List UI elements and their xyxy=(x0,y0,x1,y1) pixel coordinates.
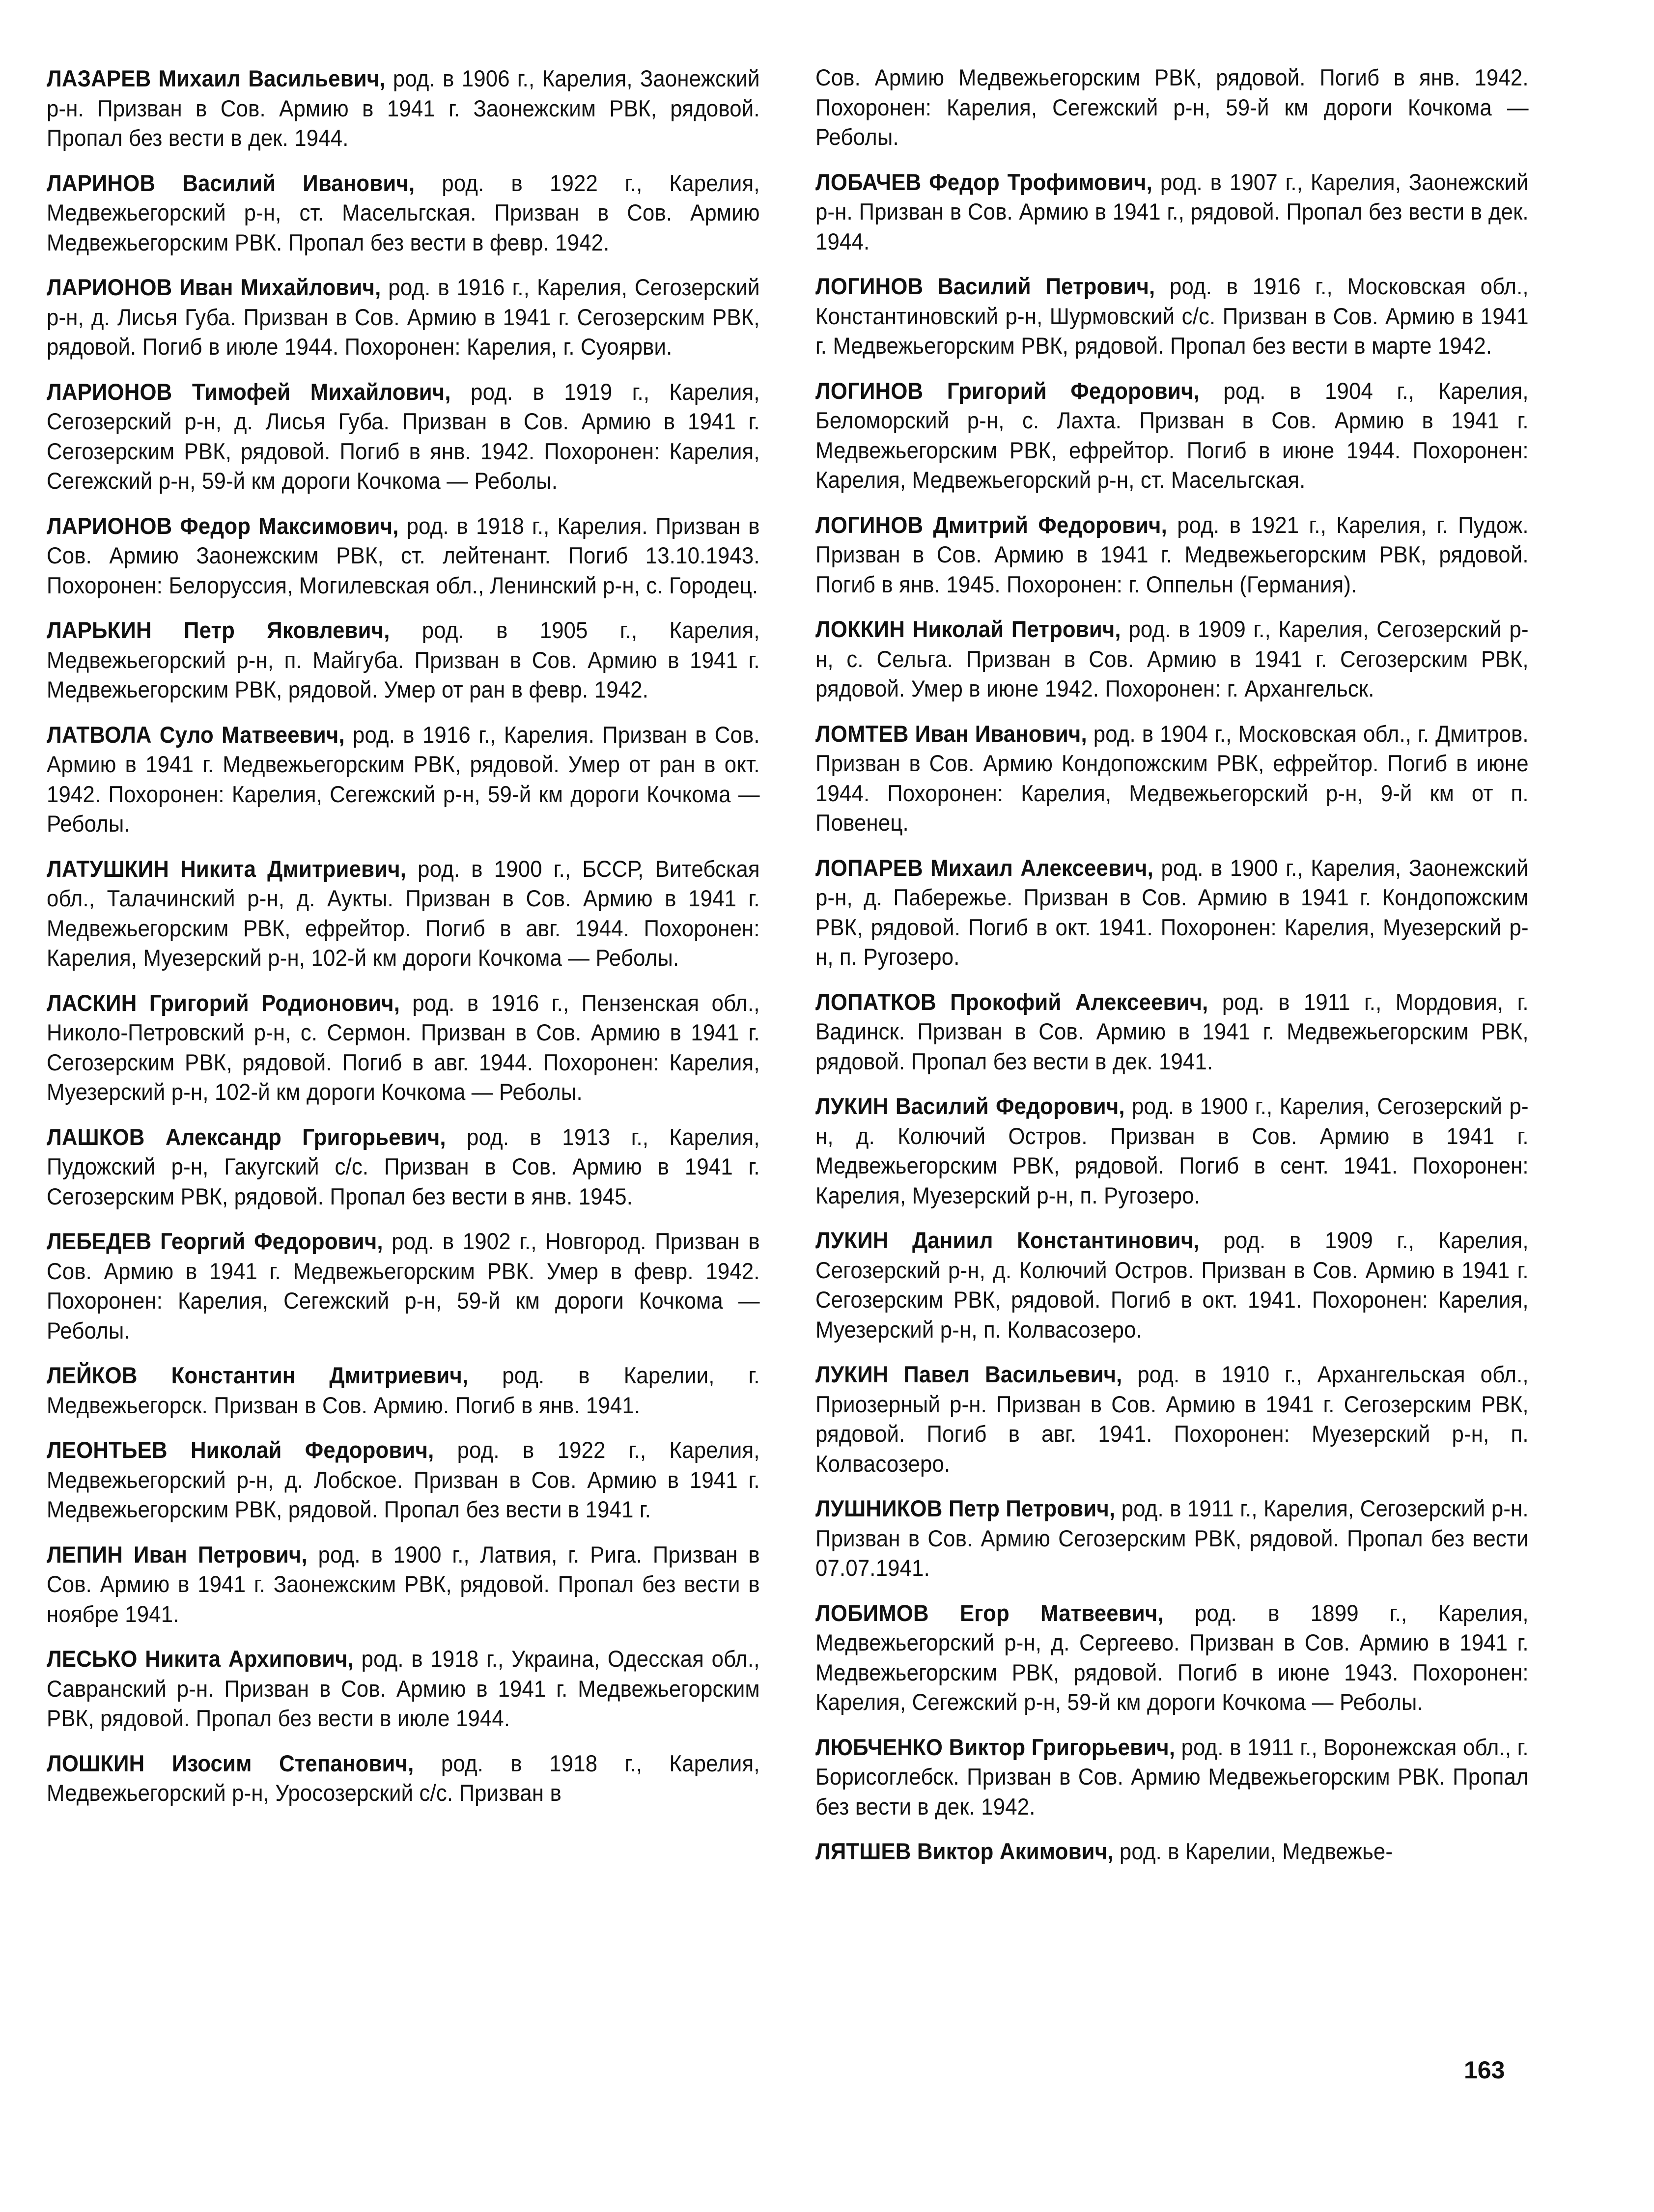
entry-given-name: Василий Федорович, xyxy=(895,1093,1125,1119)
entry-given-name: Никита Архипович, xyxy=(145,1646,354,1672)
memorial-entry xyxy=(47,273,760,362)
entry-given-name: Иван Михайлович, xyxy=(179,274,381,300)
memorial-entry xyxy=(815,615,1529,704)
entry-surname: ЛОГИНОВ xyxy=(815,511,924,538)
memorial-entry xyxy=(815,1092,1529,1210)
entry-given-name: Григорий Родионович, xyxy=(149,989,400,1016)
entry-surname: ЛЕСЬКО xyxy=(47,1646,138,1672)
entry-surname: ЛОБАЧЕВ xyxy=(815,168,922,195)
entry-surname: ЛУКИН xyxy=(815,1093,889,1119)
entry-surname: ЛЮБЧЕНКО xyxy=(815,1734,943,1760)
entry-surname: ЛОГИНОВ xyxy=(815,273,924,299)
memorial-entry xyxy=(815,987,1529,1077)
entry-given-name: Петр Яковлевич, xyxy=(184,617,390,643)
entry-given-name: Николай Федорович, xyxy=(190,1437,434,1463)
memorial-entry xyxy=(47,720,760,839)
entry-text: Сов. Армию Медвежьегорским РВК, рядовой. Погиб в янв. 1942. Похоронен: Карелия, Сегежский р-н, 59-й км дороги Кочкома — Реболы. xyxy=(815,64,1529,150)
memorial-entry xyxy=(815,510,1529,600)
entry-text: род. в 1909 г., Карелия, Сегозерский р-н, д. Колючий Остров. Призван в Сов. Армию в 1941 г. Сегозерским РВК, рядовой. Погиб в окт. 1941. Похоронен: Карелия, Муезерский р-н, п. Колвасозеро. xyxy=(815,1227,1529,1343)
memorial-entry xyxy=(815,1226,1529,1344)
memorial-entry xyxy=(47,1644,760,1734)
entry-text: род. в 1904 г., Московская обл., г. Дмитров. Призван в Сов. Армию Кондопожским РВК, ефрейтор. Погиб в июне 1944. Похоронен: Карелия, Медвежьегорский р-н, 9-й км от п. Повенец. xyxy=(815,720,1529,836)
memorial-entry xyxy=(47,988,760,1107)
entry-given-name: Виктор Григорьевич, xyxy=(949,1734,1176,1760)
memorial-entry xyxy=(815,1733,1529,1822)
entry-text: род. в 1922 г., Карелия, Медвежьегорский р-н, ст. Масельгская. Призван в Сов. Армию Медвежьегорским РВК. Пропал без вести в февр. 1942. xyxy=(47,169,760,255)
entry-given-name: Григорий Федорович, xyxy=(947,377,1200,404)
entry-surname: ЛОШКИН xyxy=(47,1750,145,1776)
entry-given-name: Александр Григорьевич, xyxy=(165,1123,446,1150)
entry-surname: ЛЕОНТЬЕВ xyxy=(47,1437,168,1463)
entry-surname: ЛАРЬКИН xyxy=(47,617,152,643)
entry-given-name: Федор Трофимович, xyxy=(929,168,1153,195)
entry-surname: ЛАРИОНОВ xyxy=(47,512,172,539)
entry-text: род. в 1900 г., БССР, Витебская обл., Талачинский р-н, д. Аукты. Призван в Сов. Армию в 1941 г. Медвежьегорским РВК, ефрейтор. Погиб в авг. 1944. Похоронен: Карелия, Муезерский р-н, 102-й км дороги Кочкома — Реболы. xyxy=(47,855,760,971)
entry-text: род. в 1916 г., Пензенская обл., Николо-Петровский р-н, с. Сермон. Призван в Сов. Армию в 1941 г. Сегозерским РВК, рядовой. Погиб в авг. 1944. Похоронен: Карелия, Муезерский р-н, 102-й км дороги Кочкома — Реболы. xyxy=(47,989,760,1105)
entry-given-name: Иван Иванович, xyxy=(915,720,1087,747)
memorial-entry xyxy=(47,1749,760,1808)
memorial-entry xyxy=(47,1361,760,1420)
memorial-entry xyxy=(815,719,1529,838)
entry-surname: ЛЕПИН xyxy=(47,1541,123,1568)
entry-text: род. в 1900 г., Латвия, г. Рига. Призван в Сов. Армию в 1941 г. Заонежским РВК, рядовой. Пропал без вести в ноябре 1941. xyxy=(47,1541,760,1627)
entry-surname: ЛАРИОНОВ xyxy=(47,274,172,300)
memorial-entry xyxy=(47,1540,760,1629)
entry-surname: ЛЕЙКОВ xyxy=(47,1362,138,1388)
memorial-entry xyxy=(815,1837,1529,1867)
entry-given-name: Николай Петрович, xyxy=(912,616,1121,642)
entry-text: род. в 1905 г., Карелия, Медвежьегорский р-н, п. Майгуба. Призван в Сов. Армию в 1941 г. Медвежьегорским РВК, рядовой. Умер от ран в февр. 1942. xyxy=(47,617,760,702)
entry-text: род. в 1919 г., Карелия, Сегозерский р-н, д. Лисья Губа. Призван в Сов. Армию в 1941 г. Сегозерским РВК, рядовой. Погиб в янв. 1942. Похоронен: Карелия, Сегежский р-н, 59-й км дороги Кочкома — Реболы. xyxy=(47,378,760,494)
memorial-entry xyxy=(47,1227,760,1345)
memorial-entry xyxy=(47,1435,760,1525)
entry-given-name: Никита Дмитриевич, xyxy=(180,855,407,882)
memorial-entry xyxy=(815,168,1529,257)
memorial-entry xyxy=(815,853,1529,972)
entry-given-name: Тимофей Михайлович, xyxy=(192,378,451,405)
entry-surname: ЛАСКИН xyxy=(47,989,137,1016)
entry-surname: ЛУКИН xyxy=(815,1227,889,1253)
memorial-entry xyxy=(815,1360,1529,1479)
entry-surname: ЛОГИНОВ xyxy=(815,377,924,404)
entry-given-name: Федор Максимович, xyxy=(180,512,399,539)
entry-given-name: Михаил Васильевич, xyxy=(158,65,386,91)
entry-text: род. в 1911 г., Карелия, Сегозерский р-н. Призван в Сов. Армию Сегозерским РВК, рядовой. Пропал без вести 07.07.1941. xyxy=(815,1495,1529,1581)
entry-text: род. в 1918 г., Карелия, Медвежьегорский р-н, Уросозерский с/с. Призван в xyxy=(47,1750,760,1806)
entry-given-name: Виктор Акимович, xyxy=(917,1838,1114,1864)
entry-text: род. в Карелии, Медвежье- xyxy=(1113,1838,1393,1864)
entry-text: род. в 1906 г., Карелия, Заонежский р-н. Призван в Сов. Армию в 1941 г. Заонежским РВК, рядовой. Пропал без вести в дек. 1944. xyxy=(47,65,760,151)
memorial-entry xyxy=(815,272,1529,361)
entry-text: род. в 1909 г., Карелия, Сегозерский р-н, с. Сельга. Призван в Сов. Армию в 1941 г. Сегозерским РВК, рядовой. Умер в июне 1942. Похоронен: г. Архангельск. xyxy=(815,616,1529,701)
entry-text: род. в Карелии, г. Медвежьегорск. Призван в Сов. Армию. Погиб в янв. 1941. xyxy=(47,1362,760,1418)
memorial-entry xyxy=(815,63,1529,152)
entry-text: род. в 1900 г., Карелия, Сегозерский р-н, д. Колючий Остров. Призван в Сов. Армию в 1941 г. Медвежьегорским РВК, рядовой. Погиб в сент. 1941. Похоронен: Карелия, Муезерский р-н, п. Ругозеро. xyxy=(815,1093,1529,1208)
memorial-entry xyxy=(47,511,760,601)
entry-given-name: Прокофий Алексеевич, xyxy=(950,988,1208,1015)
entry-surname: ЛУКИН xyxy=(815,1361,889,1387)
entry-given-name: Михаил Алексеевич, xyxy=(930,854,1154,881)
entry-text: род. в 1907 г., Карелия, Заонежский р-н. Призван в Сов. Армию в 1941 г., рядовой. Пропал без вести в дек. 1944. xyxy=(815,168,1529,254)
entry-given-name: Изосим Степанович, xyxy=(171,1750,414,1776)
entry-surname: ЛОМТЕВ xyxy=(815,720,909,747)
memorial-entry xyxy=(815,376,1529,495)
entry-surname: ЛОПАРЕВ xyxy=(815,854,923,881)
memorial-entry xyxy=(47,168,760,258)
entry-given-name: Петр Петрович, xyxy=(948,1495,1116,1521)
entry-text: род. в 1904 г., Карелия, Беломорский р-н, с. Лахта. Призван в Сов. Армию в 1941 г. Медвежьегорским РВК, ефрейтор. Погиб в июне 1944. Похоронен: Карелия, Медвежьегорский р-н, ст. Масельгская. xyxy=(815,377,1529,493)
entry-text: род. в 1916 г., Карелия. Призван в Сов. Армию в 1941 г. Медвежьегорским РВК, рядовой. Умер от ран в окт. 1942. Похоронен: Карелия, Сегежский р-н, 59-й км дороги Кочкома — Реболы. xyxy=(47,721,760,837)
entry-given-name: Даниил Константинович, xyxy=(912,1227,1200,1253)
memorial-entry xyxy=(47,1122,760,1212)
entry-surname: ЛАРИНОВ xyxy=(47,169,156,196)
entry-given-name: Суло Матвеевич, xyxy=(159,721,345,748)
entry-text: род. в 1918 г., Украина, Одесская обл., Савранский р-н. Призван в Сов. Армию в 1941 г. Медвежьегорским РВК, рядовой. Пропал без вести в июле 1944. xyxy=(47,1646,760,1731)
page-number: 163 xyxy=(1464,2056,1505,2084)
entry-text: род. в 1921 г., Карелия, г. Пудож. Призван в Сов. Армию в 1941 г. Медвежьегорским РВК, рядовой. Погиб в янв. 1945. Похоронен: г. Оппельн (Германия). xyxy=(815,511,1529,597)
entry-given-name: Иван Петрович, xyxy=(133,1541,308,1568)
entry-surname: ЛАТВОЛА xyxy=(47,721,152,748)
entry-surname: ЛОПАТКОВ xyxy=(815,988,936,1015)
entry-given-name: Егор Матвеевич, xyxy=(959,1599,1164,1626)
memorial-entry xyxy=(47,377,760,496)
entry-surname: ЛЕБЕДЕВ xyxy=(47,1228,152,1254)
entry-text: род. в 1918 г., Карелия. Призван в Сов. Армию Заонежским РВК, ст. лейтенант. Погиб 13.10.1943. Похоронен: Белоруссия, Могилевская обл., Ленинский р-н, с. Городец. xyxy=(47,512,760,598)
entry-surname: ЛУШНИКОВ xyxy=(815,1495,943,1521)
entry-surname: ЛАШКОВ xyxy=(47,1123,145,1150)
entry-given-name: Павел Васильевич, xyxy=(903,1361,1122,1387)
entry-text: род. в 1913 г., Карелия, Пудожский р-н, Гакугский с/с. Призван в Сов. Армию в 1941 г. Сегозерским РВК, рядовой. Пропал без вести в янв. 1945. xyxy=(47,1123,760,1209)
memorial-entry xyxy=(47,854,760,973)
entry-given-name: Константин Дмитриевич, xyxy=(171,1362,469,1388)
entry-text: род. в 1910 г., Архангельская обл., Приозерный р-н. Призван в Сов. Армию в 1941 г. Сегозерским РВК, рядовой. Погиб в авг. 1941. Похоронен: Муезерский р-н, п. Колвасозеро. xyxy=(815,1361,1529,1477)
entry-given-name: Василий Иванович, xyxy=(182,169,415,196)
memorial-entry xyxy=(47,64,760,153)
entry-surname: ЛОККИН xyxy=(815,616,905,642)
entry-text: род. в 1916 г., Карелия, Сегозерский р-н, д. Лисья Губа. Призван в Сов. Армию в 1941 г. Сегозерским РВК, рядовой. Погиб в июле 1944. Похоронен: Карелия, г. Суоярви. xyxy=(47,274,760,360)
left-column xyxy=(47,64,760,1823)
memorial-entry xyxy=(815,1598,1529,1717)
entry-given-name: Георгий Федорович, xyxy=(160,1228,383,1254)
entry-given-name: Дмитрий Федорович, xyxy=(933,511,1167,538)
right-column xyxy=(815,63,1529,1882)
entry-surname: ЛОБИМОВ xyxy=(815,1599,929,1626)
entry-surname: ЛАРИОНОВ xyxy=(47,378,172,405)
entry-text: род. в 1900 г., Карелия, Заонежский р-н, д. Пабережье. Призван в Сов. Армию в 1941 г. Кондопожским РВК, рядовой. Погиб в окт. 1941. Похоронен: Карелия, Муезерский р-н, п. Ругозеро. xyxy=(815,854,1529,970)
entry-text: род. в 1899 г., Карелия, Медвежьегорский р-н, д. Сергеево. Призван в Сов. Армию в 1941 г. Медвежьегорским РВК, рядовой. Погиб в июне 1943. Похоронен: Карелия, Сегежский р-н, 59-й км дороги Кочкома — Реболы. xyxy=(815,1599,1529,1715)
entry-surname: ЛЯТШЕВ xyxy=(815,1838,911,1864)
entry-surname: ЛАТУШКИН xyxy=(47,855,169,882)
entry-surname: ЛАЗАРЕВ xyxy=(47,65,151,91)
entry-text: род. в 1911 г., Мордовия, г. Вадинск. Призван в Сов. Армию в 1941 г. Медвежьегорским РВК, рядовой. Пропал без вести в дек. 1941. xyxy=(815,988,1529,1074)
memorial-entry xyxy=(815,1494,1529,1583)
memorial-entry xyxy=(47,616,760,705)
entry-text: род. в 1902 г., Новгород. Призван в Сов. Армию в 1941 г. Медвежьегорским РВК. Умер в февр. 1942. Похоронен: Карелия, Сегежский р-н, 59-й км дороги Кочкома — Реболы. xyxy=(47,1228,760,1344)
entry-text: род. в 1922 г., Карелия, Медвежьегорский р-н, д. Лобское. Призван в Сов. Армию в 1941 г. Медвежьегорским РВК, рядовой. Пропал без вести в 1941 г. xyxy=(47,1437,760,1522)
entry-text: род. в 1916 г., Московская обл., Константиновский р-н, Шурмовский с/с. Призван в Сов. Армию в 1941 г. Медвежьегорским РВК, рядовой. Пропал без вести в марте 1942. xyxy=(815,273,1529,359)
entry-text: род. в 1911 г., Воронежская обл., г. Борисоглебск. Призван в Сов. Армию Медвежьегорским РВК. Пропал без вести в дек. 1942. xyxy=(815,1734,1529,1820)
entry-given-name: Василий Петрович, xyxy=(937,273,1155,299)
